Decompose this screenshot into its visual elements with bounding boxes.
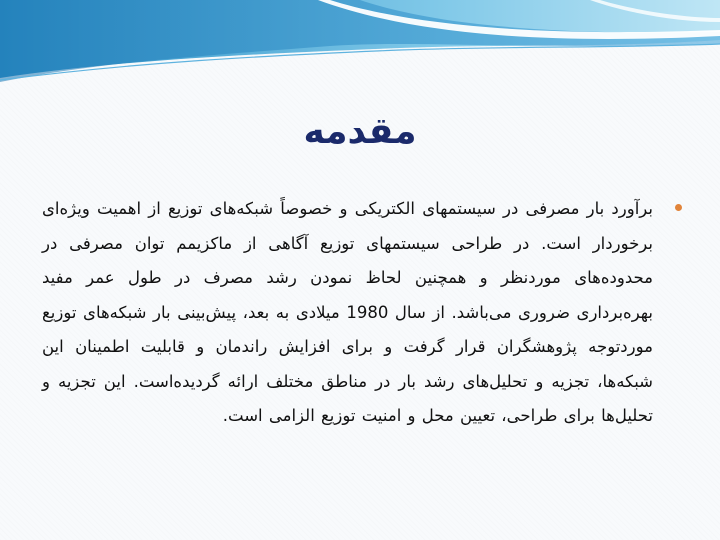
slide-title: مقدمه (303, 111, 417, 152)
bullet-icon (675, 204, 682, 211)
slide-content (42, 192, 678, 434)
body-paragraph: برآورد بار مصرفی در سیستمهای الکتریکی و خصوصاً شبکه‌های توزیع از اهمیت ویژه‌ای برخوردار است. در طراحی سیستمهای توزیع آگاهی از ماکزیمم توان مصرفی در محدوده‌های موردنظر و همچنین لحاظ نمودن رشد مصرف در طول عمر مفید بهره‌برداری ضروری می‌باشد. از سال 1980 میلادی به بعد، پیش‌بینی بار شبکه‌های توزیع موردتوجه پژوهشگران قرار گرفت و برای افزایش راندمان و قابلیت اطمینان این شبکه‌ها، تجزیه و تحلیل‌های رشد بار در مناطق مختلف ارائه گردیده‌است. این تجزیه و تحلیل‌ها برای طراحی، تعیین محل و امنیت توزیع الزامی است. (42, 199, 654, 425)
header-wave-decoration (0, 0, 720, 95)
